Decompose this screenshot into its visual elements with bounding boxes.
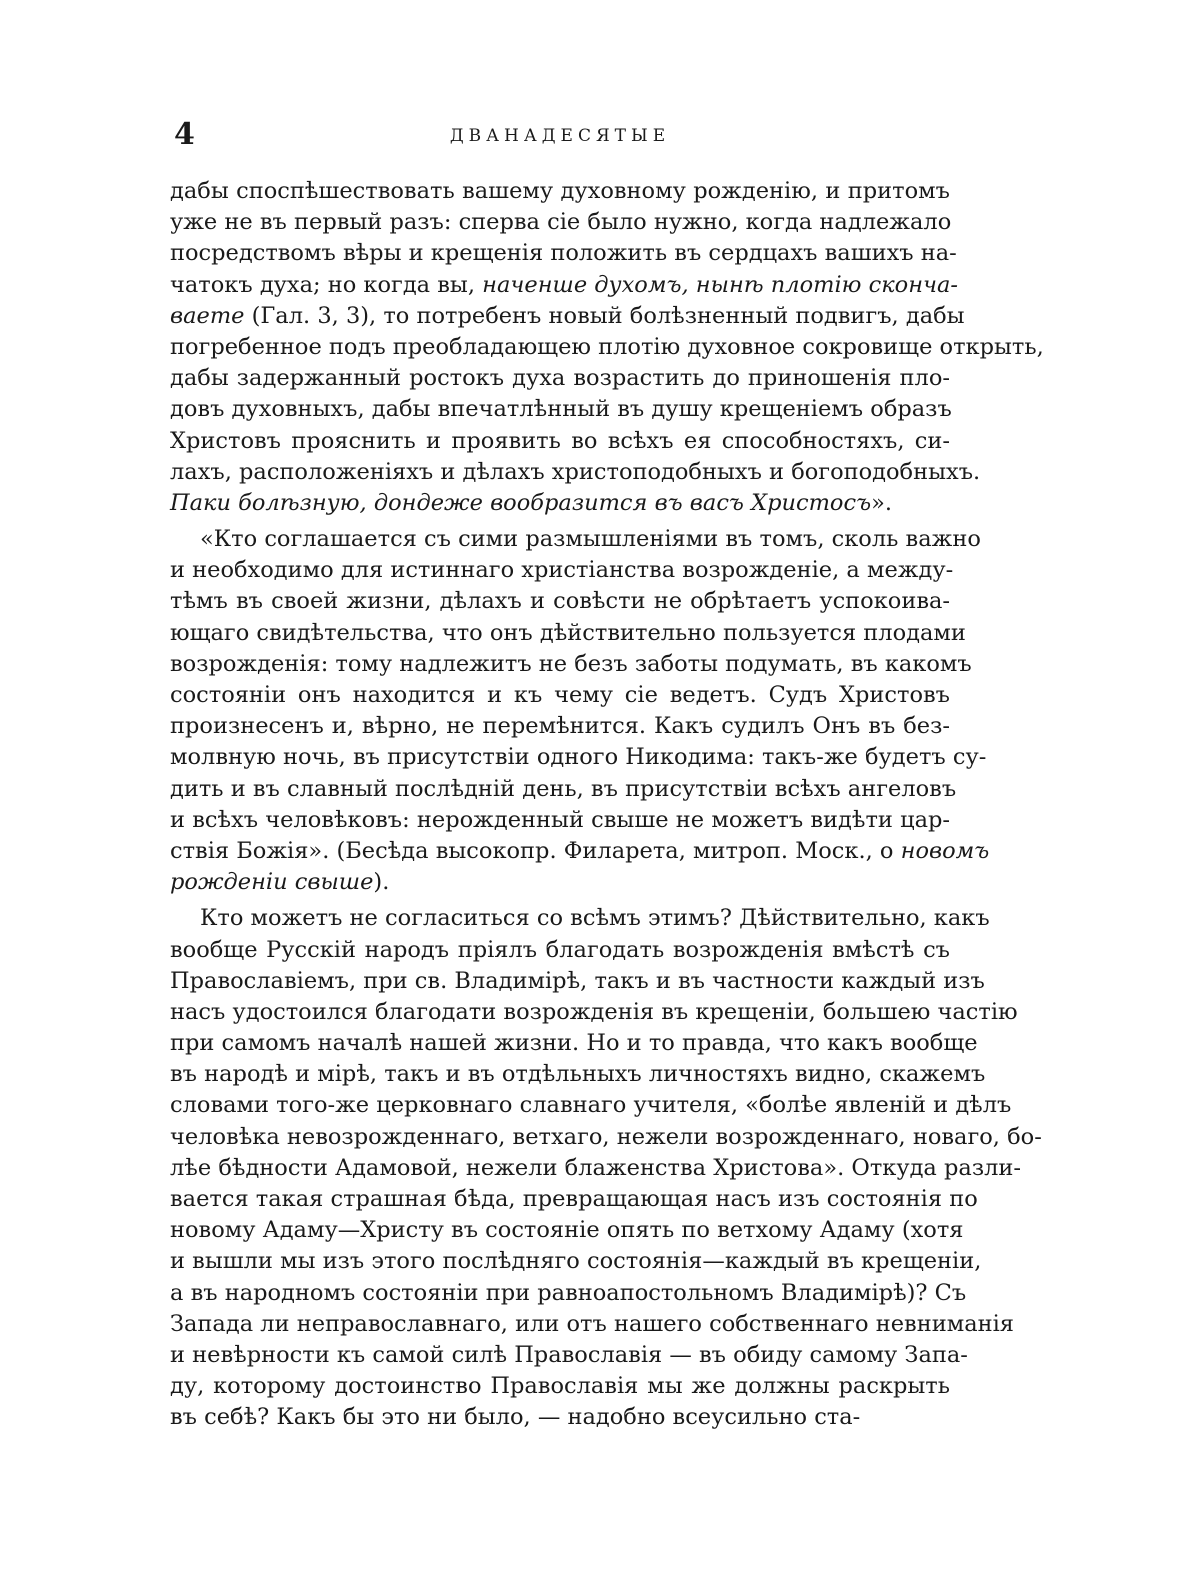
paragraph [170, 524, 990, 898]
text-line: насъ удостоился благодати возрожденія въ крещеніи, большею частію [170, 998, 1018, 1025]
text-line: состояніи онъ находится и къ чему сіе ведетъ. Судъ Христовъ [170, 682, 950, 708]
text-line: при самомъ началѣ нашей жизни. Но и то правда, что какъ вообще [170, 1030, 978, 1057]
text-line: а въ народномъ состояніи при равноапостольномъ Владимірѣ)? Съ [170, 1279, 967, 1306]
text-line: новому Адаму—Христу въ состояніе опять по ветхому Адаму (хотя [170, 1217, 964, 1244]
text-line: и всѣхъ человѣковъ: нерожденный свыше не можетъ видѣти цар- [170, 806, 950, 833]
running-title: ДВАНАДЕСЯТЫЕ [449, 126, 671, 146]
italic-text: новомъ [900, 837, 990, 864]
text-line: дабы споспѣшествовать вашему духовному рожденію, и притомъ [170, 178, 950, 204]
page-number: 4 [174, 117, 195, 152]
text-line: ствія Божія». (Бесѣда высокопр. Филарета, митроп. Моск., о новомъ [170, 837, 990, 864]
text-line: словами того-же церковнаго славнаго учителя, «болѣе явленій и дѣлъ [170, 1092, 1012, 1119]
text-line: дить и въ славный послѣдній день, въ присутствіи всѣхъ ангеловъ [170, 775, 957, 802]
italic-text: Паки болѣзную, дондеже вообразится въ васъ Христосъ [170, 489, 872, 516]
text-line: молвную ночь, въ присутствіи одного Никодима: такъ-же будетъ су- [170, 744, 987, 771]
text-line: Кто можетъ не согласиться со всѣмъ этимъ? Дѣйствительно, какъ [200, 905, 990, 932]
text-line: вообще Русскій народъ пріялъ благодать возрожденія вмѣстѣ съ [170, 936, 950, 963]
text-line: «Кто соглашается съ сими размышленіями въ томъ, сколь важно [200, 526, 981, 553]
italic-text: рожденіи свыше [170, 869, 374, 896]
running-head [170, 118, 950, 152]
text-line: въ народѣ и мірѣ, такъ и въ отдѣльныхъ личностяхъ видно, скажемъ [170, 1061, 986, 1088]
text-line: произнесенъ и, вѣрно, не перемѣнится. Какъ судилъ Онъ въ без- [170, 713, 950, 740]
text-line: Паки болѣзную, дондеже вообразится въ васъ Христосъ». [170, 489, 892, 516]
italic-text: наченше духомъ, нынѣ плотію сконча- [482, 271, 959, 298]
text-line: тѣмъ въ своей жизни, дѣлахъ и совѣсти не обрѣтаетъ успокоива- [170, 588, 950, 615]
body-text [170, 176, 1044, 1434]
text-line: посредствомъ вѣры и крещенія положить въ сердцахъ вашихъ на- [170, 240, 957, 267]
text-line: человѣка невозрожденнаго, ветхаго, нежели возрожденнаго, новаго, бо- [170, 1123, 1042, 1150]
text-line: Запада ли неправославнаго, или отъ нашего собственнаго невниманія [170, 1310, 1014, 1337]
text-line: дабы задержанный ростокъ духа возрастить до приношенія пло- [170, 365, 950, 392]
text-line: въ себѣ? Какъ бы это ни было, — надобно всеусильно ста- [170, 1404, 861, 1431]
text-line: Христовъ прояснить и проявить во всѣхъ ея способностяхъ, си- [170, 427, 950, 454]
text-line: возрожденія: тому надлежитъ не безъ заботы подумать, въ какомъ [170, 650, 972, 677]
text-line: погребенное подъ преобладающею плотію духовное сокровище открыть, [170, 333, 1044, 360]
text-line: ваете (Гал. 3, 3), то потребенъ новый болѣзненный подвигъ, дабы [170, 302, 965, 329]
text-line: рожденіи свыше). [170, 869, 390, 896]
text-line: уже не въ первый разъ: сперва сіе было нужно, когда надлежало [170, 209, 952, 236]
text-line: чатокъ духа; но когда вы, наченше духомъ, нынѣ плотію сконча- [170, 271, 959, 298]
text-line: вается такая страшная бѣда, превращающая насъ изъ состоянія по [170, 1186, 978, 1212]
italic-text: ваете [170, 302, 245, 329]
text-line: и необходимо для истиннаго христіанства возрожденіе, а между- [170, 557, 954, 584]
text-line: Православіемъ, при св. Владимірѣ, такъ и въ частности каждый изъ [170, 967, 985, 994]
paragraph [170, 903, 1042, 1433]
text-line: лахъ, расположеніяхъ и дѣлахъ христоподобныхъ и богоподобныхъ. [170, 458, 981, 485]
paragraph [170, 176, 1044, 519]
text-line: и невѣрности къ самой силѣ Православія — въ обиду самому Запа- [170, 1341, 968, 1368]
text-line: довъ духовныхъ, дабы впечатлѣнный въ душу крещеніемъ образъ [170, 396, 952, 423]
text-line: и вышли мы изъ этого послѣдняго состоянія—каждый въ крещеніи, [170, 1248, 982, 1275]
text-line: ющаго свидѣтельства, что онъ дѣйствительно пользуется плодами [170, 619, 966, 646]
text-line: лѣе бѣдности Адамовой, нежели блаженства Христова». Откуда разли- [170, 1154, 1021, 1181]
text-line: ду, которому достоинство Православія мы же должны раскрыть [170, 1373, 950, 1400]
